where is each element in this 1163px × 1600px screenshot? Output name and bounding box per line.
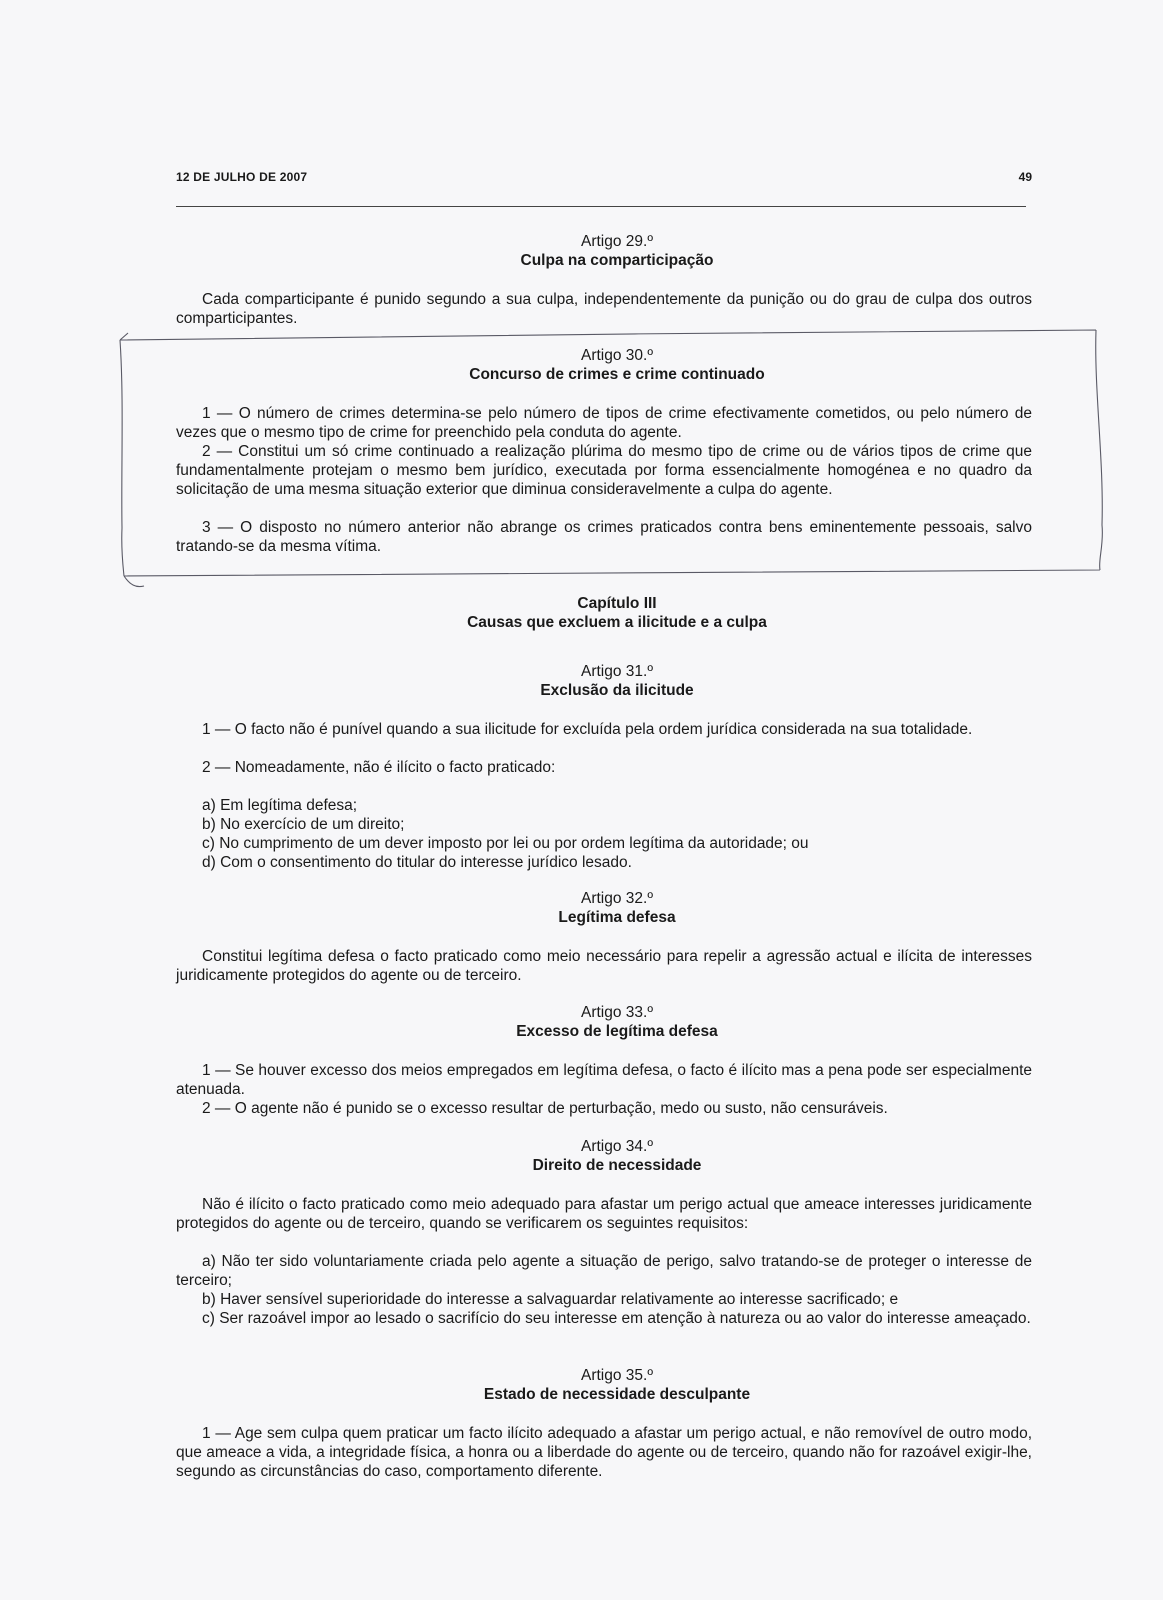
chapter-title: Causas que excluem a ilicitude e a culpa — [467, 614, 767, 631]
article-31-title: Exclusão da ilicitude — [540, 682, 694, 699]
article-32-title: Legítima defesa — [558, 909, 676, 926]
article-33-title: Excesso de legítima defesa — [516, 1023, 718, 1040]
article-29-title: Culpa na comparticipação — [520, 252, 714, 269]
article-31-paragraph-2: 2 — Nomeadamente, não é ilícito o facto praticado: — [202, 759, 556, 776]
list-item: c) No cumprimento de um dever imposto por lei ou por ordem legítima da autoridade; ou — [202, 835, 809, 852]
article-33-paragraph-1: 1 — Se houver excesso dos meios empregados em legítima defesa, o facto é ilícito mas a pena pode ser especialmente atenuada. — [176, 1062, 1032, 1099]
header-rule — [176, 206, 1026, 207]
article-32-body: Constitui legítima defesa o facto praticado como meio necessário para repelir a agressão actual e ilícita de interesses juridicamente protegidos do agente ou de terceiro. — [176, 948, 1032, 985]
article-35-paragraph-1: 1 — Age sem culpa quem praticar um facto ilícito adequado a afastar um perigo actual, e não removível de outro modo, que ameace a vida, a integridade física, a honra ou a liberdade do agente ou de terceiro, quando não for razoável exigir-lhe, segundo as circunstâncias do caso, comportamento diferente. — [176, 1425, 1032, 1481]
article-35-title: Estado de necessidade desculpante — [483, 1386, 751, 1403]
article-34-item-b: b) Haver sensível superioridade do interesse a salvaguardar relativamente ao interesse sacrificado; e — [202, 1291, 899, 1308]
article-30-number: Artigo 30.º — [580, 347, 653, 364]
article-30-title: Concurso de crimes e crime continuado — [469, 366, 765, 383]
list-item: d) Com o consentimento do titular do interesse jurídico lesado. — [202, 854, 632, 871]
article-34-body: Não é ilícito o facto praticado como meio adequado para afastar um perigo actual que ameace interesses juridicamente protegidos do agente ou de terceiro, quando se verificarem os seguintes requisitos: — [176, 1196, 1032, 1233]
list-item: b) No exercício de um direito; — [202, 816, 405, 833]
article-33-paragraph-2: 2 — O agente não é punido se o excesso resultar de perturbação, medo ou susto, não censuráveis. — [202, 1100, 888, 1117]
list-item: a) Em legítima defesa; — [202, 797, 358, 814]
article-34-item-a: a) Não ter sido voluntariamente criada pelo agente a situação de perigo, salvo tratando-se de proteger o interesse de terceiro; — [176, 1253, 1032, 1290]
article-31-paragraph-1: 1 — O facto não é punível quando a sua ilicitude for excluída pela ordem jurídica considerada na sua totalidade. — [202, 721, 973, 738]
article-32-number: Artigo 32.º — [580, 890, 653, 907]
article-30-paragraph-2: 2 — Constitui um só crime continuado a realização plúrima do mesmo tipo de crime ou de vários tipos de crime que fundamentalmente protejam o mesmo bem jurídico, executada por forma essencialmente homogénea e no quadro da solicitação de uma mesma situação exterior que diminua consideravelmente a culpa do agente. — [176, 443, 1032, 499]
article-29-body: Cada comparticipante é punido segundo a sua culpa, independentemente da punição ou do grau de culpa dos outros comparticipantes. — [176, 291, 1032, 328]
chapter-number: Capítulo III — [577, 595, 657, 612]
article-34-number: Artigo 34.º — [580, 1138, 653, 1155]
page-number: 49 — [1018, 170, 1032, 184]
article-34-item-c: c) Ser razoável impor ao lesado o sacrifício do seu interesse em atenção à natureza ou ao valor do interesse ameaçado. — [202, 1310, 1031, 1327]
article-31-number: Artigo 31.º — [580, 663, 653, 680]
header-date: 12 DE JULHO DE 2007 — [176, 170, 308, 184]
article-35-number: Artigo 35.º — [580, 1367, 653, 1384]
article-29-number: Artigo 29.º — [580, 233, 653, 250]
article-34-title: Direito de necessidade — [532, 1157, 702, 1174]
article-30-paragraph-1: 1 — O número de crimes determina-se pelo número de tipos de crime efectivamente cometidos, ou pelo número de vezes que o mesmo tipo de crime for preenchido pela conduta do agente. — [176, 405, 1032, 442]
article-30-paragraph-3: 3 — O disposto no número anterior não abrange os crimes praticados contra bens eminentemente pessoais, salvo tratando-se da mesma vítima. — [176, 519, 1032, 556]
article-33-number: Artigo 33.º — [580, 1004, 653, 1021]
